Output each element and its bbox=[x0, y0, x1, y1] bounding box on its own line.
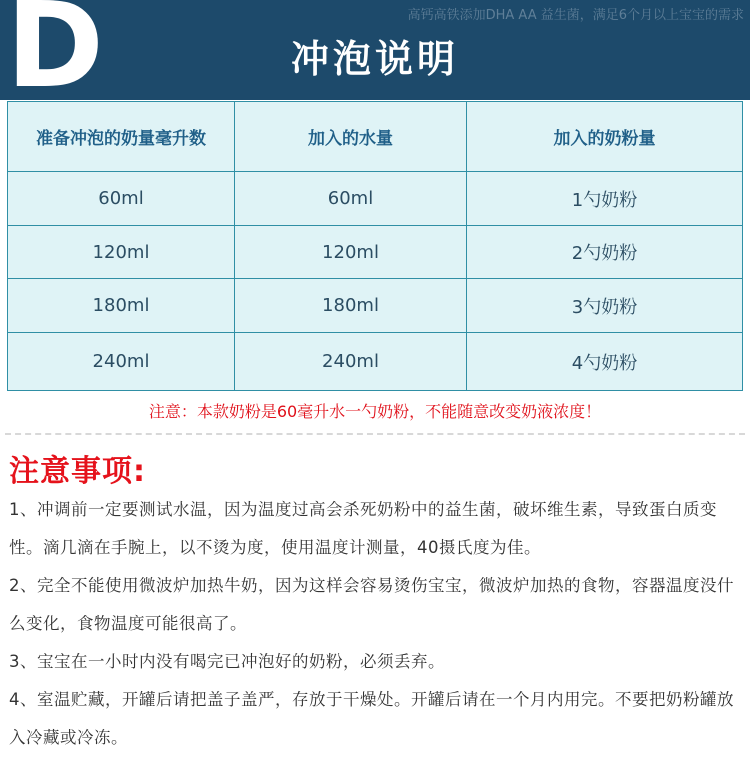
dashed-divider bbox=[5, 433, 745, 435]
page-title: 冲泡说明 bbox=[290, 37, 459, 81]
table-row bbox=[8, 226, 743, 279]
table-cell: 60ml bbox=[235, 172, 467, 226]
list-item: 1、冲调前一定要测试水温，因为温度过高会杀死奶粉中的益生菌，破坏维生素，导致蛋白质变性。滴几滴在手腕上，以不烫为度，使用温度计测量，40摄氏度为佳。 bbox=[9, 500, 717, 557]
concentration-warning: 注意：本款奶粉是60毫升水一勺奶粉，不能随意改变奶液浓度！ bbox=[148, 402, 602, 421]
table-cell: 1勺奶粉 bbox=[467, 172, 743, 226]
section-letter-logo: D bbox=[6, 0, 102, 100]
list-item: 4、室温贮藏，开罐后请把盖子盖严，存放于干燥处。开罐后请在一个月内用完。不要把奶粉罐放入冷藏或冷冻。 bbox=[9, 690, 734, 747]
table-cell: 60ml bbox=[8, 172, 235, 226]
precautions-heading: 注意事项: bbox=[9, 454, 146, 489]
table-header-row bbox=[8, 102, 743, 172]
table-row bbox=[8, 333, 743, 391]
table-cell: 240ml bbox=[8, 333, 235, 391]
table-cell: 2勺奶粉 bbox=[467, 226, 743, 279]
table-row bbox=[8, 172, 743, 226]
table-cell: 120ml bbox=[235, 226, 467, 279]
table-cell: 120ml bbox=[8, 226, 235, 279]
column-header-water-amount: 加入的水量 bbox=[235, 102, 467, 172]
brewing-table bbox=[7, 101, 743, 391]
table-cell: 180ml bbox=[8, 279, 235, 333]
table-cell: 180ml bbox=[235, 279, 467, 333]
precautions-list bbox=[9, 491, 741, 757]
column-header-powder-amount: 加入的奶粉量 bbox=[467, 102, 743, 172]
table-cell: 3勺奶粉 bbox=[467, 279, 743, 333]
column-header-milk-amount: 准备冲泡的奶量毫升数 bbox=[8, 102, 235, 172]
table-cell: 4勺奶粉 bbox=[467, 333, 743, 391]
header-banner bbox=[0, 0, 750, 100]
product-tagline: 高钙高铁添加DHA AA 益生菌，满足6个月以上宝宝的需求 bbox=[407, 8, 744, 23]
table-row bbox=[8, 279, 743, 333]
list-item: 2、完全不能使用微波炉加热牛奶，因为这样会容易烫伤宝宝，微波炉加热的食物，容器温度没什么变化，食物温度可能很高了。 bbox=[9, 576, 734, 633]
list-item: 3、宝宝在一小时内没有喝完已冲泡好的奶粉，必须丢弃。 bbox=[9, 652, 445, 671]
table-cell: 240ml bbox=[235, 333, 467, 391]
